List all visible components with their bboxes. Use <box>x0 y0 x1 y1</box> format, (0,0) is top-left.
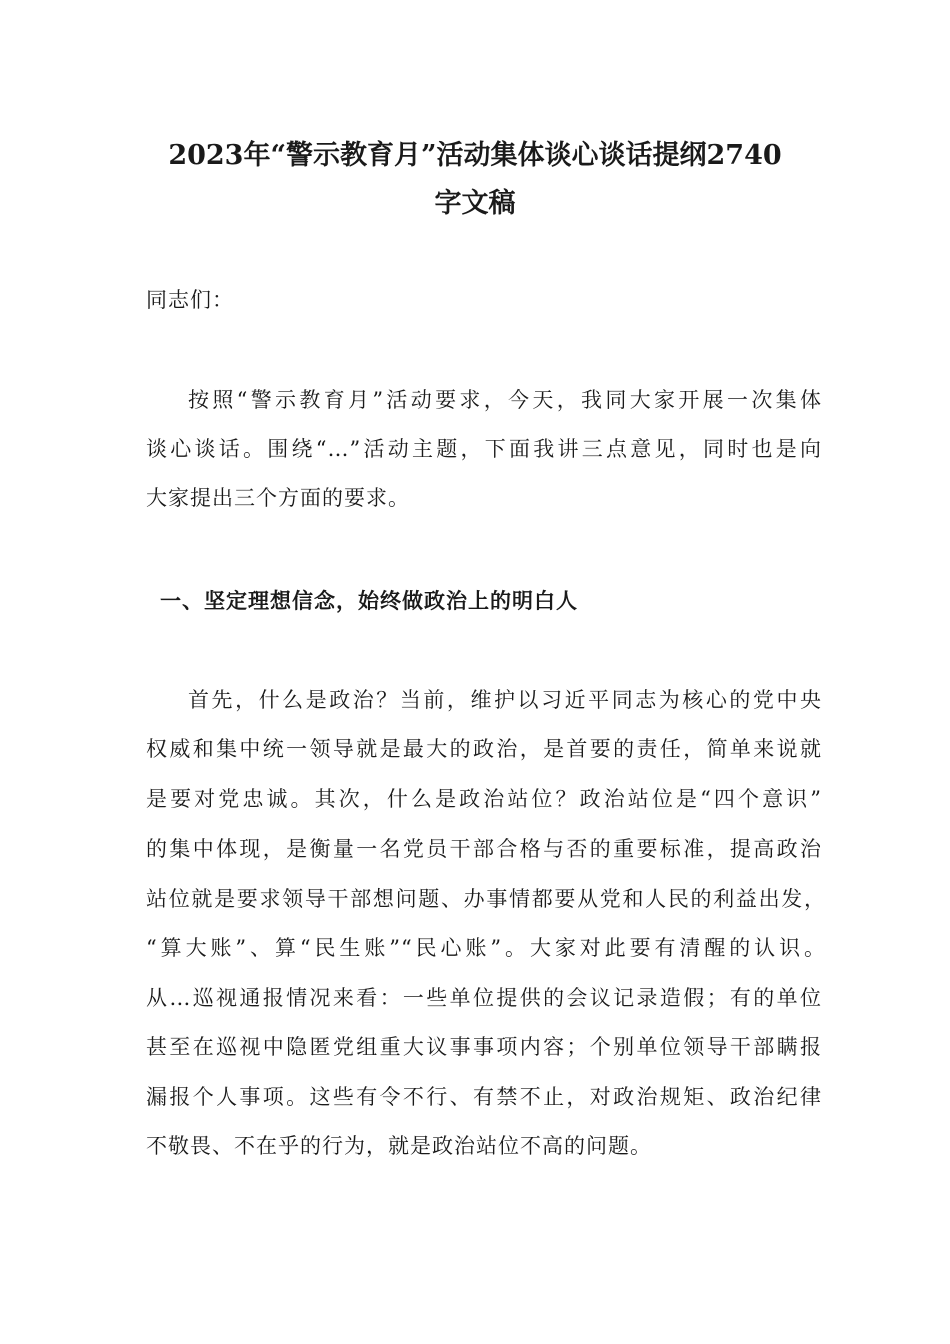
intro-line-2: 谈心谈话。围绕“…”活动主题，下面我讲三点意见，同时也是向 <box>146 437 822 461</box>
salutation: 同志们： <box>146 288 234 312</box>
section-1-line-9: 漏报个人事项。这些有令不行、有禁不止，对政治规矩、政治纪律 <box>146 1085 822 1109</box>
section-1-line-4: 的集中体现，是衡量一名党员干部合格与否的重要标准，提高政治 <box>146 837 822 861</box>
section-1-heading: 一、坚定理想信念，始终做政治上的明白人 <box>160 588 578 613</box>
document-title-line-1: 2023年“警示教育月”活动集体谈心谈话提纲2740 <box>168 140 782 171</box>
document-title-line-2: 字文稿 <box>434 188 516 219</box>
intro-line-3: 大家提出三个方面的要求。 <box>146 486 410 510</box>
section-1-line-2: 权威和集中统一领导就是最大的政治，是首要的责任，简单来说就 <box>146 737 822 761</box>
section-1-line-1: 首先，什么是政治？当前，维护以习近平同志为核心的党中央 <box>188 688 822 712</box>
section-1-line-8: 甚至在巡视中隐匿党组重大议事事项内容；个别单位领导干部瞒报 <box>146 1035 822 1059</box>
section-1-line-3: 是要对党忠诚。其次，什么是政治站位？政治站位是“四个意识” <box>146 787 822 811</box>
section-1-line-10: 不敬畏、不在乎的行为，就是政治站位不高的问题。 <box>146 1134 652 1158</box>
section-1-line-5: 站位就是要求领导干部想问题、办事情都要从党和人民的利益出发， <box>146 887 826 911</box>
section-1-line-7: 从…巡视通报情况来看：一些单位提供的会议记录造假；有的单位 <box>146 986 822 1010</box>
section-1-line-6: “算大账”、算“民生账”“民心账”。大家对此要有清醒的认识。 <box>146 936 826 960</box>
intro-line-1: 按照“警示教育月”活动要求，今天，我同大家开展一次集体 <box>188 388 822 412</box>
